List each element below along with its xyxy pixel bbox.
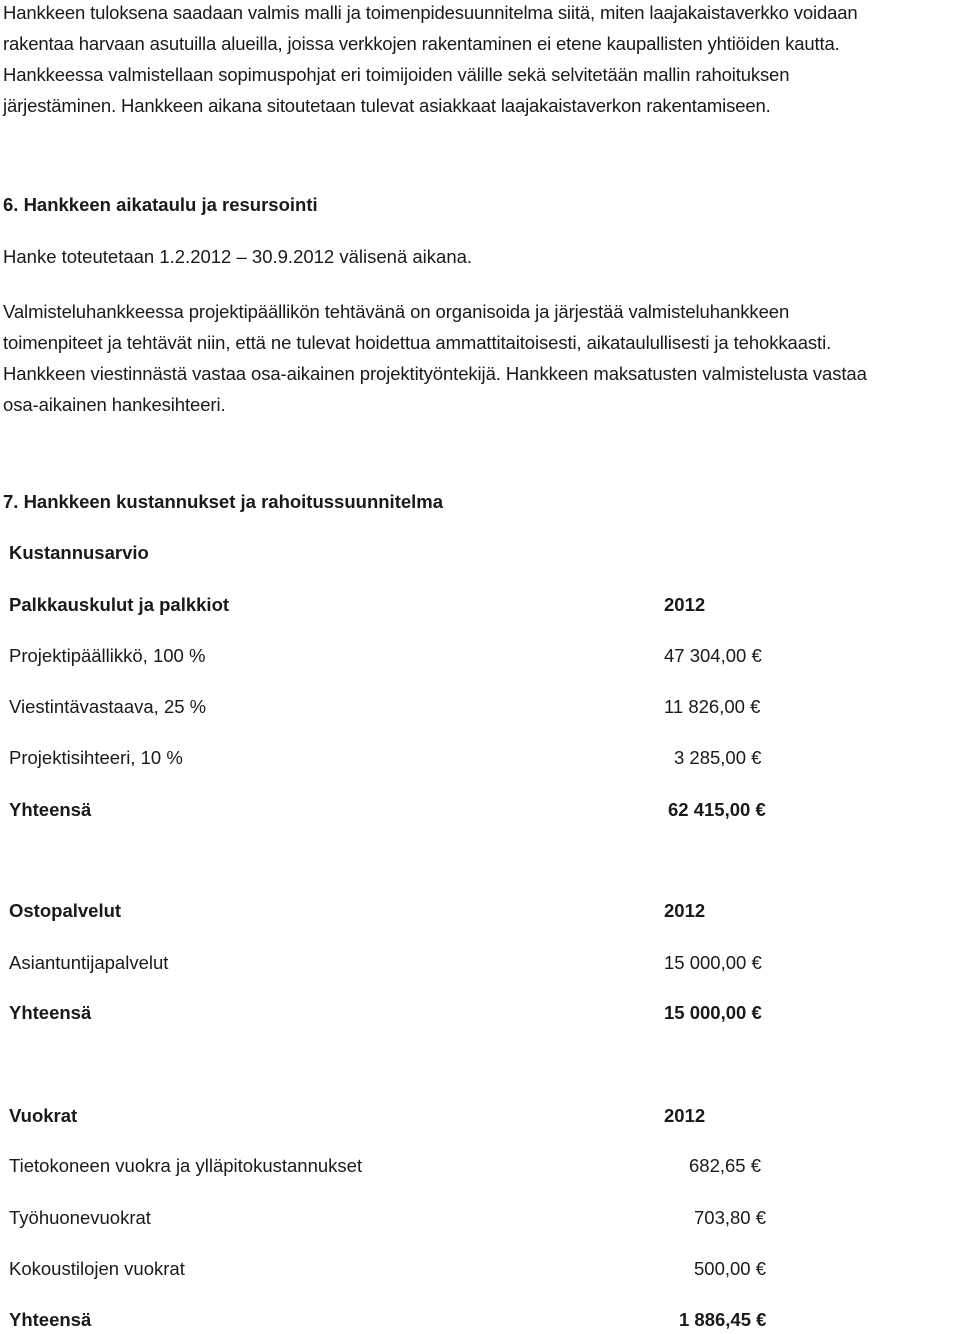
total-amount: 1 886,45 € (679, 1309, 767, 1330)
cost-row-amount: 47 304,00 € (664, 645, 762, 666)
cost-row-amount: 500,00 € (694, 1258, 767, 1279)
paragraph-line: toimenpiteet ja tehtävät niin, että ne tulevat hoidettua ammattitaitoisesti, aikataulullisesti ja tehokkaasti. (3, 332, 832, 353)
cost-row-label: Tietokoneen vuokra ja ylläpitokustannukset (9, 1155, 363, 1176)
total-label: Yhteensä (9, 799, 92, 820)
salaries-title: Palkkauskulut ja palkkiot (9, 594, 230, 615)
purchases-title: Ostopalvelut (9, 900, 122, 921)
paragraph-line: Valmisteluhankkeessa projektipäällikön tehtävänä on organisoida ja järjestää valmisteluhankkeen (3, 301, 790, 322)
paragraph-line: osa-aikainen hankesihteeri. (3, 394, 226, 415)
cost-row-amount: 3 285,00 € (674, 747, 762, 768)
purchases-year: 2012 (664, 900, 706, 921)
cost-row-label: Työhuonevuokrat (9, 1207, 151, 1228)
cost-row-label: Kokoustilojen vuokrat (9, 1258, 185, 1279)
cost-row-label: Projektipäällikkö, 100 % (9, 645, 206, 666)
rents-title: Vuokrat (9, 1105, 78, 1126)
rents-year: 2012 (664, 1105, 706, 1126)
schedule-text: Hanke toteutetaan 1.2.2012 – 30.9.2012 välisenä aikana. (3, 246, 473, 267)
cost-row-amount: 15 000,00 € (664, 952, 762, 973)
cost-row-amount: 682,65 € (689, 1155, 762, 1176)
cost-row-amount: 11 826,00 € (664, 696, 761, 717)
intro-line: Hankkeen tuloksena saadaan valmis malli ja toimenpidesuunnitelma siitä, miten laajakaistaverkko voidaan (3, 2, 858, 23)
cost-row-label: Projektisihteeri, 10 % (9, 747, 183, 768)
total-label: Yhteensä (9, 1002, 92, 1023)
cost-row-label: Viestintävastaava, 25 % (9, 696, 207, 717)
intro-line: rakentaa harvaan asutuilla alueilla, joissa verkkojen rakentaminen ei etene kaupallisten yhtiöiden kautta. (3, 33, 840, 54)
resourcing-paragraph (3, 296, 960, 420)
total-amount: 62 415,00 € (668, 799, 766, 820)
section-6-heading: 6. Hankkeen aikataulu ja resursointi (3, 194, 318, 215)
intro-paragraph (3, 0, 953, 121)
section-7-heading: 7. Hankkeen kustannukset ja rahoitussuunnitelma (3, 491, 444, 512)
total-amount: 15 000,00 € (664, 1002, 762, 1023)
salaries-year: 2012 (664, 594, 706, 615)
budget-subheading: Kustannusarvio (9, 542, 149, 563)
intro-line: Hankkeessa valmistellaan sopimuspohjat eri toimijoiden välille sekä selvitetään mallin rahoituksen (3, 64, 790, 85)
cost-row-label: Asiantuntijapalvelut (9, 952, 169, 973)
total-label: Yhteensä (9, 1309, 92, 1330)
paragraph-line: Hankkeen viestinnästä vastaa osa-aikainen projektityöntekijä. Hankkeen maksatusten valmistelusta vastaa (3, 363, 867, 384)
intro-line: järjestäminen. Hankkeen aikana sitoutetaan tulevat asiakkaat laajakaistaverkon rakentamiseen. (3, 95, 771, 116)
cost-row-amount: 703,80 € (694, 1207, 767, 1228)
